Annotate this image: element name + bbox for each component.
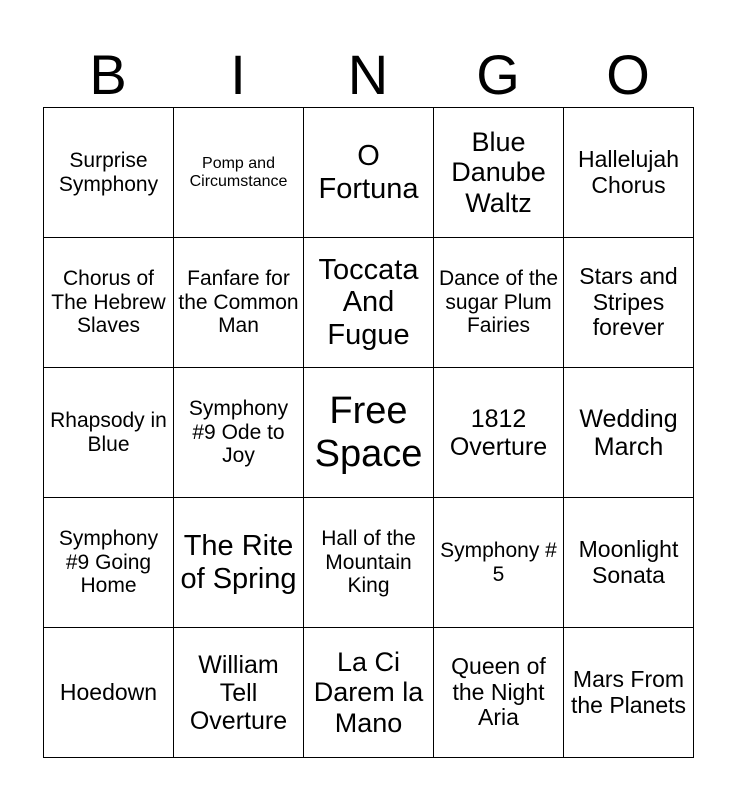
bingo-cell: Fanfare for the Common Man [174, 238, 304, 368]
bingo-cell: Toccata And Fugue [304, 238, 434, 368]
header-letter-b: B [89, 43, 127, 106]
bingo-cell: Symphony #9 Going Home [44, 498, 174, 628]
bingo-cell: Queen of the Night Aria [434, 628, 564, 758]
bingo-cell: Wedding March [564, 368, 694, 498]
bingo-cell: William Tell Overture [174, 628, 304, 758]
header-letter-g: G [476, 43, 520, 106]
bingo-header [43, 45, 693, 105]
free-space-cell: Free Space [304, 368, 434, 498]
bingo-cell: Hallelujah Chorus [564, 108, 694, 238]
bingo-cell: The Rite of Spring [174, 498, 304, 628]
bingo-cell: O Fortuna [304, 108, 434, 238]
bingo-cell: Chorus of The Hebrew Slaves [44, 238, 174, 368]
bingo-cell: Blue Danube Waltz [434, 108, 564, 238]
bingo-cell: La Ci Darem la Mano [304, 628, 434, 758]
bingo-cell: Surprise Symphony [44, 108, 174, 238]
bingo-cell: Stars and Stripes forever [564, 238, 694, 368]
board-row [44, 108, 694, 238]
board-row [44, 628, 694, 758]
header-letter-n: N [347, 43, 389, 106]
bingo-cell: Dance of the sugar Plum Fairies [434, 238, 564, 368]
bingo-cell: Symphony # 5 [434, 498, 564, 628]
bingo-cell: Symphony #9 Ode to Joy [174, 368, 304, 498]
board-row [44, 238, 694, 368]
bingo-cell: Pomp and Circumstance [174, 108, 304, 238]
bingo-cell: Moonlight Sonata [564, 498, 694, 628]
bingo-cell: Hall of the Mountain King [304, 498, 434, 628]
header-letter-o: O [606, 43, 650, 106]
bingo-cell: 1812 Overture [434, 368, 564, 498]
bingo-board [43, 107, 694, 758]
bingo-cell: Rhapsody in Blue [44, 368, 174, 498]
bingo-cell: Mars From the Planets [564, 628, 694, 758]
board-row [44, 498, 694, 628]
board-row [44, 368, 694, 498]
bingo-cell: Hoedown [44, 628, 174, 758]
header-letter-i: I [230, 43, 246, 106]
